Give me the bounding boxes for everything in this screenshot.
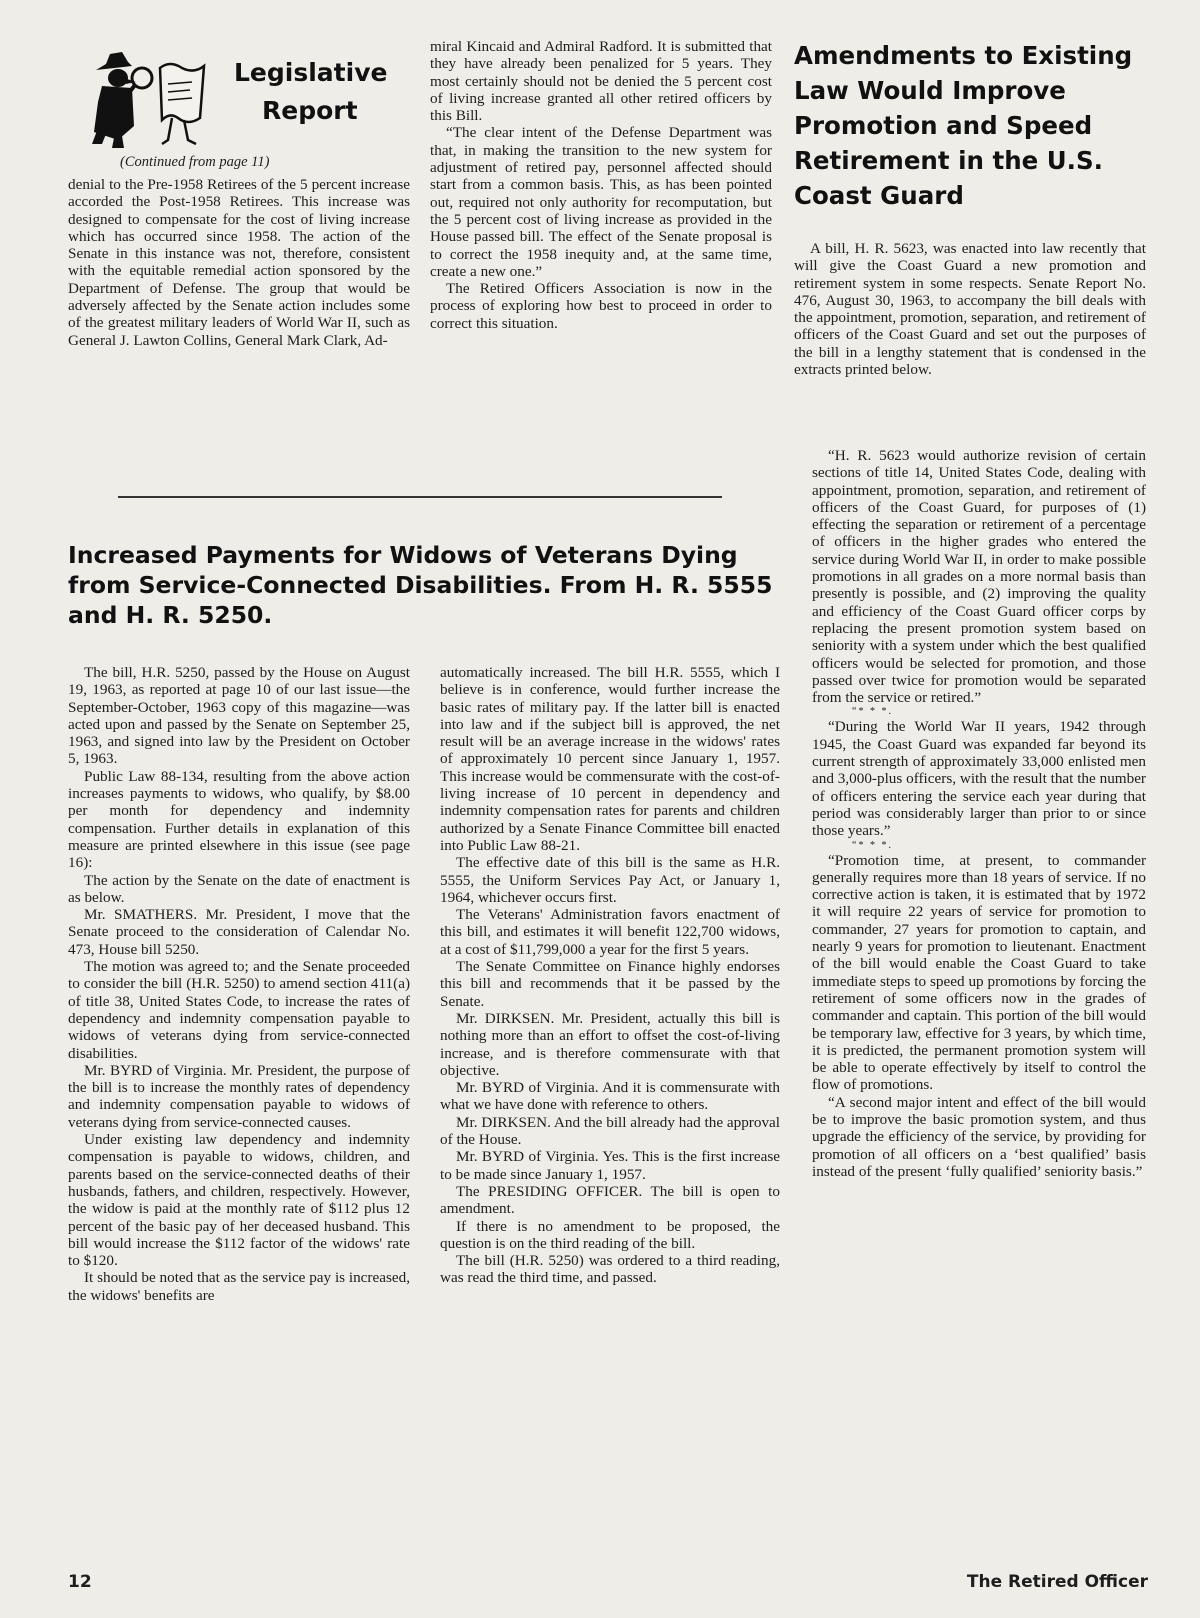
coastguard-headline: Amendments to Existing Law Would Improve Promotion and Speed Retirement in the U.S. Coast Guard xyxy=(794,41,1133,210)
paragraph: Mr. BYRD of Virginia. Mr. President, the purpose of the bill is to increase the monthly rates of dependency and indemnity compensation payable to widows of veterans dying from service-connected causes. xyxy=(68,1061,410,1131)
separator-stars: “* * *. xyxy=(852,839,893,851)
paragraph: “During the World War II years, 1942 through 1945, the Coast Guard was expanded far beyond its current strength of approximately 33,000 enlisted men and 3,000-plus officers, with the result that the number of officers entering the service each year during that period was considerably larger than prior to or since those years.” xyxy=(812,718,1146,840)
section-divider xyxy=(118,496,722,498)
detective-scroll-icon xyxy=(88,48,210,150)
paragraph: “A second major intent and effect of the bill would be to improve the basic promotion system, and thus upgrade the efficiency of the service, by providing for promotion of all officers on a ‘best qualified’ basis instead of the present ‘fully qualified’ seniority basis.” xyxy=(812,1093,1146,1180)
paragraph: A bill, H. R. 5623, was enacted into law recently that will give the Coast Guard a new promotion and retirement system in some respects. Senate Report No. 476, August 30, 1963, to accompany the bill deals with the appointment, promotion, separation, and retirement of officers of the Coast Guard and set out the purposes of the bill in a lengthy statement that is condensed in the extracts printed below. xyxy=(794,240,1146,379)
legislative-col2 xyxy=(430,38,772,332)
widows-headline: Increased Payments for Widows of Veterans Dying from Service-Connected Disabilities. From H. R. 5555 and H. R. 5250. xyxy=(68,541,773,629)
coastguard-quotes xyxy=(812,447,1146,1180)
paragraph: The PRESIDING OFFICER. The bill is open to amendment. xyxy=(440,1182,780,1218)
paragraph: The effective date of this bill is the same as H.R. 5555, the Uniform Services Pay Act, or January 1, 1964, whichever occurs first. xyxy=(440,854,780,906)
paragraph: Mr. BYRD of Virginia. Yes. This is the first increase to be made since January 1, 1957. xyxy=(440,1148,780,1183)
widows-col2 xyxy=(440,664,780,1287)
page-number: 12 xyxy=(68,1572,92,1592)
paragraph: The Senate Committee on Finance highly endorses this bill and recommends that it be passed by the Senate. xyxy=(440,958,780,1010)
paragraph: The action by the Senate on the date of enactment is as below. xyxy=(68,871,410,906)
paragraph: “Promotion time, at present, to commander generally requires more than 18 years of service. If no corrective action is taken, it is estimated that by 1972 it will require 22 years of service for promotion to commander, 27 years for promotion to captain, and nearly 9 years for promotion to lieutenant. Enactment of the bill would enable the Coast Guard to take immediate steps to speed up promotions by forcing the retirement of some officers now in the grades of commander and captain. This portion of the bill would be temporary law, effective for 3 years, by which time, it is predicted, the permanent promotion system will be able to operate effectively by itself to control the flow of promotions. xyxy=(812,851,1146,1094)
paragraph: automatically increased. The bill H.R. 5555, which I believe is in conference, would further increase the basic rates of military pay. If the latter bill is enacted into law and if the subject bill is approved, the net result will be an average increase in the widows' rates of approximately 10 percent since January 1, 1957. This increase would be commensurate with the cost-of-living increase of 10 percent in dependency and indemnity compensation rates for parents and children authorized by a Senate Finance Committee bill enacted into Public Law 88-21. xyxy=(440,664,780,854)
paragraph: denial to the Pre-1958 Retirees of the 5 percent increase accorded the Post-1958 Retirees. This increase was designed to compensate for the cost of living increase which has occurred since 1958. The action of the Senate in this instance was not, therefore, consistent with the equitable remedial action sponsored by the Department of Defense. The group that would be adversely affected by the Senate action includes some of the greatest military leaders of World War II, such as General J. Lawton Collins, General Mark Clark, Ad- xyxy=(68,176,410,349)
widows-col1 xyxy=(68,664,410,1304)
paragraph: Mr. BYRD of Virginia. And it is commensurate with what we have done with reference to others. xyxy=(440,1079,780,1114)
paragraph: Public Law 88-134, resulting from the above action increases payments to widows, who qualify, by $8.00 per month for dependency and indemnity compensation. Further details in explanation of this measure are printed elsewhere in this issue (see page 16): xyxy=(68,767,410,872)
legislative-title-line1: Legislative xyxy=(234,58,388,87)
separator-stars: “* * *. xyxy=(852,706,893,718)
continued-note: (Continued from page 11) xyxy=(120,154,270,170)
paragraph: miral Kincaid and Admiral Radford. It is submitted that they have already been penalized for 5 years. They most certainly should not be denied the 5 percent cost of living increase granted all other retired officers by this Bill. xyxy=(430,38,772,125)
paragraph: It should be noted that as the service pay is increased, the widows' benefits are xyxy=(68,1269,411,1304)
paragraph: Mr. DIRKSEN. Mr. President, actually this bill is nothing more than an effort to offset the cost-of-living increase, and is therefore commensurate with that objective. xyxy=(440,1009,780,1079)
paragraph: If there is no amendment to be proposed, the question is on the third reading of the bill. xyxy=(440,1217,780,1252)
paragraph: The bill (H.R. 5250) was ordered to a third reading, was read the third time, and passed. xyxy=(440,1252,780,1287)
paragraph: “The clear intent of the Defense Department was that, in making the transition to the new system for adjustment of retired pay, personnel affected should start from a common basis. This, as has been pointed out, required not only authority for recomputation, but the 5 percent cost of living increase as provided in the House passed bill. The effect of the Senate proposal is to correct the 1958 inequity and, at the same time, create a new one.” xyxy=(430,124,772,280)
paragraph: Mr. SMATHERS. Mr. President, I move that the Senate proceed to the consideration of Calendar No. 473, House bill 5250. xyxy=(68,906,410,958)
paragraph: Under existing law dependency and indemnity compensation is payable to widows, children, and parents based on the service-connected deaths of their husbands, fathers, and children, respectively. However, the widow is paid at the monthly rate of $112 plus 12 percent of the basic pay of her deceased husband. This bill would increase the $112 factor of the widows' rate to $120. xyxy=(68,1131,410,1270)
paragraph: The motion was agreed to; and the Senate proceeded to consider the bill (H.R. 5250) to amend section 411(a) of title 38, United States Code, to increase the rates of dependency and indemnity compensation payable to widows of veterans dying from service-connected disabilities. xyxy=(68,958,410,1062)
paragraph: Mr. DIRKSEN. And the bill already had the approval of the House. xyxy=(440,1113,780,1149)
paragraph: The bill, H.R. 5250, passed by the House on August 19, 1963, as reported at page 10 of our last issue—the September-October, 1963 copy of this magazine—was acted upon and passed by the Senate on September 25, 1963, and signed into law by the President on October 5, 1963. xyxy=(68,664,410,768)
paragraph: “H. R. 5623 would authorize revision of certain sections of title 14, United States Code, dealing with appointment, promotion, separation, and retirement of officers of the Coast Guard, for purposes of (1) effecting the separation or retirement of a percentage of officers in the higher grades who entered the service during World War II, in order to make possible promotions in all grades on a more normal basis than presently is possible, and (2) improving the quality and efficiency of the Coast Guard officer corps by replacing the present promotion system based on seniority with a system under which the best qualified officers would be selected for promotion, and those passed over twice for promotion would be separated from the service or retired.” xyxy=(812,447,1146,707)
magazine-name: The Retired Officer xyxy=(966,1572,1148,1592)
legislative-report-logo xyxy=(88,48,210,150)
legislative-col1 xyxy=(68,176,410,349)
paragraph: The Veterans' Administration favors enactment of this bill, and estimates it will benefit 122,700 widows, at a cost of $11,799,000 a year for the first 5 years. xyxy=(440,906,780,958)
paragraph: The Retired Officers Association is now in the process of exploring how best to proceed in order to correct this situation. xyxy=(430,280,772,332)
coastguard-col xyxy=(794,240,1146,378)
legislative-title-line2: Report xyxy=(262,96,358,125)
